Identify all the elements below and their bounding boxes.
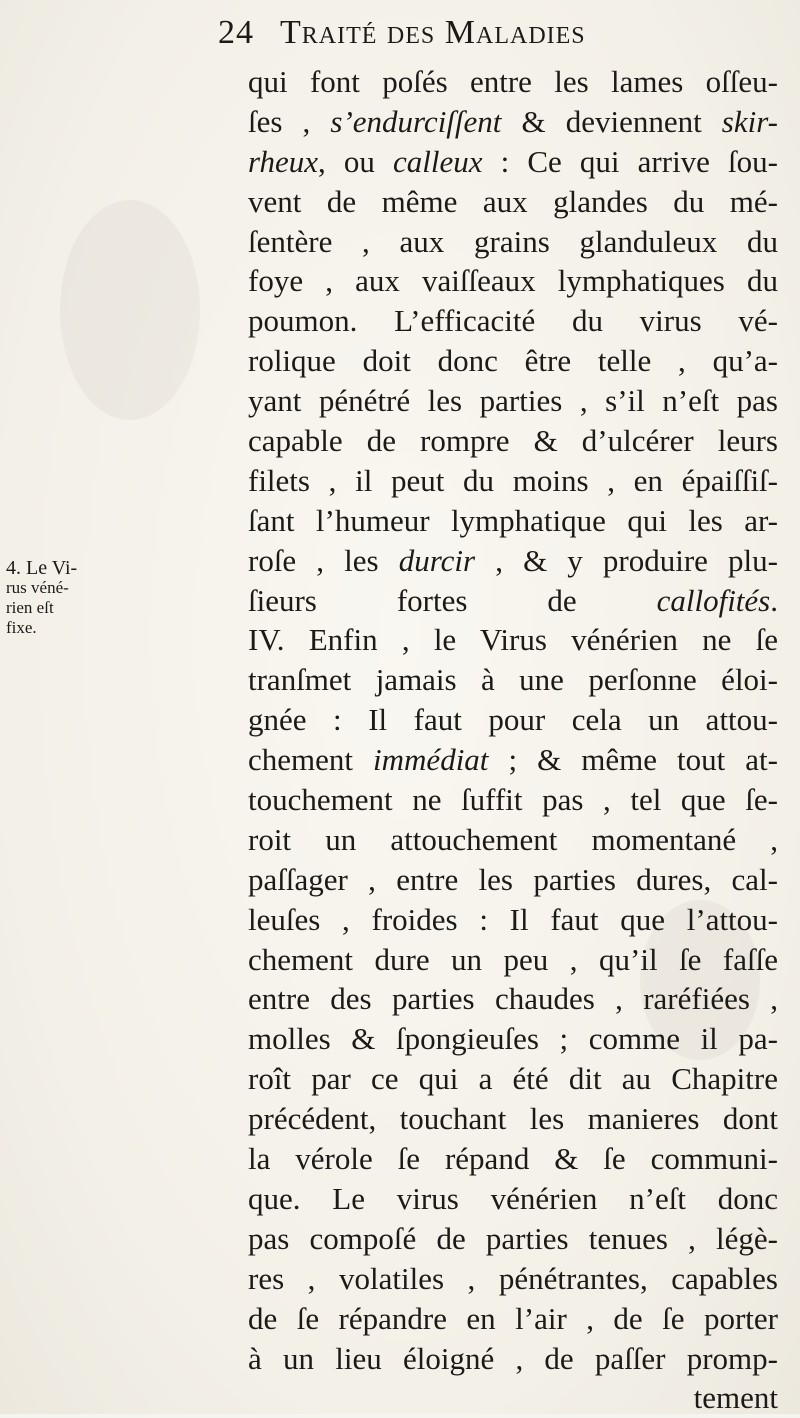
text-line: roît par ce qui a été dit au Chapitre bbox=[248, 1061, 778, 1097]
page-number: 24 bbox=[218, 14, 254, 51]
paper-stain bbox=[60, 200, 200, 420]
text-line: ſant l’humeur lymphatique qui les ar- bbox=[248, 502, 778, 538]
text-line: que. Le virus vénérien n’eſt donc bbox=[248, 1180, 778, 1216]
text-line: précédent, touchant les manieres dont bbox=[248, 1101, 778, 1137]
text-line: entre des parties chaudes , raréfiées , bbox=[248, 981, 778, 1017]
text-line: gnée : Il faut pour cela un attou- bbox=[248, 702, 778, 738]
text-line: leuſes , froides : Il faut que l’attou- bbox=[248, 901, 778, 937]
text-line: poumon. L’efficacité du virus vé- bbox=[248, 303, 778, 339]
margin-note-line: rus véné- bbox=[6, 578, 69, 597]
text-line: ſentère , aux grains glanduleux du bbox=[248, 223, 778, 259]
text-line: rolique doit donc être telle , qu’a- bbox=[248, 343, 778, 379]
text-line: chement immédiat ; & même tout at- bbox=[248, 742, 778, 778]
text-line: chement dure un peu , qu’il ſe faſſe bbox=[248, 941, 778, 977]
text-line: roit un attouchement momentané , bbox=[248, 821, 778, 857]
margin-note-line: rien eſt bbox=[6, 598, 54, 617]
text-line: de ſe répandre en l’air , de ſe porter bbox=[248, 1300, 778, 1336]
text-line: rheux, ou calleux : Ce qui arrive ſou- bbox=[248, 143, 778, 179]
text-line: à un lieu éloigné , de paſſer promp- bbox=[248, 1340, 778, 1376]
margin-note-line: fixe. bbox=[6, 618, 37, 637]
text-line: la vérole ſe répand & ſe communi- bbox=[248, 1141, 778, 1177]
text-line: pas compoſé de parties tenues , légè- bbox=[248, 1220, 778, 1256]
text-line: capable de rompre & d’ulcérer leurs bbox=[248, 423, 778, 459]
text-line: touchement ne ſuffit pas , tel que ſe- bbox=[248, 782, 778, 818]
text-line: vent de même aux glandes du mé- bbox=[248, 183, 778, 219]
margin-note bbox=[6, 557, 78, 638]
text-line: roſe , les durcir , & y produire plu- bbox=[248, 542, 778, 578]
text-line: tement bbox=[693, 1380, 778, 1416]
running-header bbox=[218, 14, 798, 52]
text-line: paſſager , entre les parties dures, cal- bbox=[248, 861, 778, 897]
text-line: ſes , s’endurciſſent & deviennent skir- bbox=[248, 103, 778, 139]
text-line: filets , il peut du moins , en épaiſſiſ- bbox=[248, 462, 778, 498]
text-line: IV. Enfin , le Virus vénérien ne ſe bbox=[248, 622, 778, 658]
margin-note-line: 4. Le Vi- bbox=[6, 557, 78, 579]
text-line: yant pénétré les parties , s’il n’eſt pas bbox=[248, 383, 778, 419]
text-line: qui font poſés entre les lames oſſeu- bbox=[248, 64, 778, 99]
text-line: foye , aux vaiſſeaux lymphatiques du bbox=[248, 263, 778, 299]
text-line: ſieurs fortes de callofités. bbox=[248, 582, 778, 618]
text-line: res , volatiles , pénétrantes, capables bbox=[248, 1260, 778, 1296]
body-text bbox=[248, 62, 778, 1418]
text-line: tranſmet jamais à une perſonne éloi- bbox=[248, 662, 778, 698]
text-line: molles & ſpongieuſes ; comme il pa- bbox=[248, 1021, 778, 1057]
running-title: Traité des Maladies bbox=[280, 14, 586, 51]
